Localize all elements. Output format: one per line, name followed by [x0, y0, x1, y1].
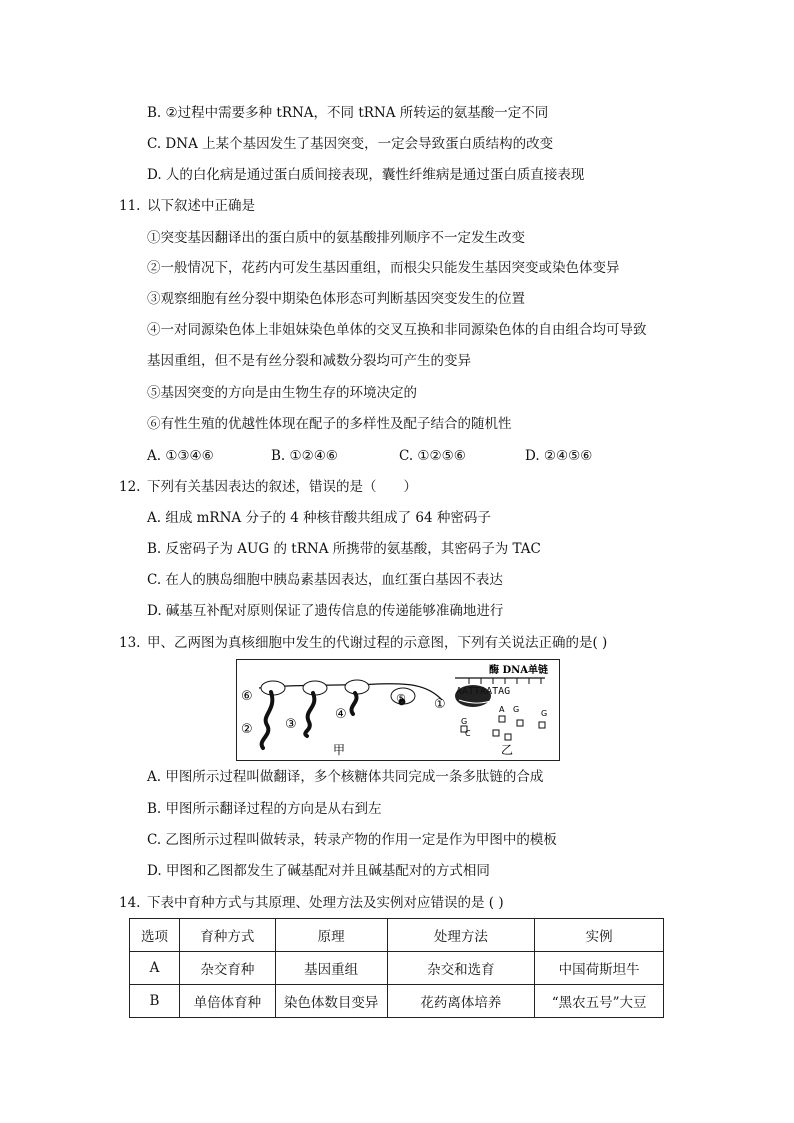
q13-option-c: C. 乙图所示过程叫做转录，转录产物的作用一定是作为甲图中的模板 [147, 832, 557, 848]
nucleotide-letter: G [513, 705, 520, 714]
label-yi: 乙 [501, 743, 514, 757]
table-cell: 染色体数目变异 [275, 985, 387, 1018]
q11-options [147, 446, 687, 466]
q10-option-c: C. DNA 上某个基因发生了基因突变，一定会导致蛋白质结构的改变 [147, 136, 554, 152]
q12-option-c: C. 在人的胰岛细胞中胰岛素基因表达，血红蛋白基因不表达 [147, 572, 503, 588]
q11-number: 11. [119, 198, 141, 214]
header-cell: 原理 [275, 919, 387, 952]
table-cell: “黑农五号”大豆 [535, 985, 664, 1018]
nucleotide-icon [539, 722, 545, 728]
q12-option-a: A. 组成 mRNA 分子的 4 种核苷酸共组成了 64 种密码子 [147, 510, 491, 526]
table-row [130, 985, 664, 1018]
breeding-table [129, 918, 664, 1018]
q11-item: ⑤基因突变的方向是由生物生存的环境决定的 [147, 385, 417, 401]
q11-option-d: D. ②④⑤⑥ [525, 448, 593, 464]
label-3: ③ [285, 717, 297, 732]
label-4: ④ [335, 707, 347, 722]
label-jia: 甲 [333, 743, 346, 757]
q12-option-d: D. 碱基互补配对原则保证了遗传信息的传递能够准确地进行 [147, 603, 504, 619]
base-sequence: AATTAATAG [456, 686, 511, 697]
q11-option-c: C. ①②⑤⑥ [399, 448, 466, 464]
translation-transcription-figure [236, 659, 560, 761]
q11-item: ②一般情况下，花药内可发生基因重组，而根尖只能发生基因突变或染色体变异 [147, 260, 620, 276]
label-5: ⑤ [396, 692, 406, 705]
polypeptide-chain [262, 692, 273, 748]
q14-stem: 下表中育种方式与其原理、处理方法及实例对应错误的是 ( ) [147, 895, 504, 911]
header-cell: 处理方法 [387, 919, 535, 952]
header-cell: 选项 [130, 919, 180, 952]
header-cell: 育种方式 [179, 919, 275, 952]
polypeptide-chain [351, 693, 356, 714]
q10-option-b: B. ②过程中需要多种 tRNA，不同 tRNA 所转运的氨基酸一定不同 [147, 105, 549, 121]
ribosome [345, 680, 369, 694]
q13-option-b: B. 甲图所示翻译过程的方向是从右到左 [147, 801, 382, 817]
table-row [130, 952, 664, 985]
header-cell: 实例 [535, 919, 664, 952]
q14-number: 14. [119, 895, 141, 911]
label-2: ② [241, 722, 253, 737]
table-cell: 单倍体育种 [179, 985, 275, 1018]
table-cell: 中国荷斯坦牛 [535, 952, 664, 985]
q11-item: ③观察细胞有丝分裂中期染色体形态可判断基因突变发生的位置 [147, 291, 525, 307]
q11-item: ①突变基因翻译出的蛋白质中的氨基酸排列顺序不一定发生改变 [147, 230, 525, 246]
q13-stem: 甲、乙两图为真核细胞中发生的代谢过程的示意图，下列有关说法正确的是( ) [147, 635, 608, 651]
nucleotide-icon [493, 730, 499, 736]
nucleotide-letter: A [499, 705, 505, 714]
q12-option-b: B. 反密码子为 AUG 的 tRNA 所携带的氨基酸，其密码子为 TAC [147, 541, 541, 557]
nucleotide-icon [499, 716, 505, 722]
label-1: ① [434, 697, 446, 712]
table-cell: 花药离体培养 [387, 985, 535, 1018]
q12-number: 12. [119, 479, 141, 495]
table-cell: A [130, 952, 180, 985]
enzyme-dna-label: 酶 DNA单链 [489, 665, 549, 676]
q10-option-d: D. 人的白化病是通过蛋白质间接表现，囊性纤维病是通过蛋白质直接表现 [147, 167, 585, 183]
label-6: ⑥ [241, 689, 253, 704]
figure-svg [237, 660, 559, 760]
q11-item: ⑥有性生殖的优越性体现在配子的多样性及配子结合的随机性 [147, 416, 512, 432]
q11-option-a: A. ①③④⑥ [147, 448, 214, 464]
nucleotide-icon [517, 720, 523, 726]
nucleotide-letter: G [461, 717, 468, 726]
table-cell: 杂交育种 [179, 952, 275, 985]
polypeptide-chain [305, 693, 314, 736]
table-cell: 基因重组 [275, 952, 387, 985]
q13-option-a: A. 甲图所示过程叫做翻译，多个核糖体共同完成一条多肽链的合成 [147, 769, 544, 785]
q13-option-d: D. 甲图和乙图都发生了碱基配对并且碱基配对的方式相同 [147, 863, 490, 879]
nucleotide-letter: C [465, 729, 471, 738]
q11-stem: 以下叙述中正确是 [147, 198, 255, 214]
table-cell: B [130, 985, 180, 1018]
q12-stem: 下列有关基因表达的叙述，错误的是（ ） [147, 479, 417, 495]
table-header-row [130, 919, 664, 952]
nucleotide-letter: G [541, 709, 548, 718]
q11-option-b: B. ①②④⑥ [271, 448, 338, 464]
q11-item: ④一对同源染色体上非姐妹染色单体的交叉互换和非同源染色体的自由组合均可导致 [147, 322, 647, 338]
q11-item: 基因重组，但不是有丝分裂和减数分裂均可产生的变异 [147, 353, 471, 369]
nucleotide-icon [505, 734, 511, 740]
q13-number: 13. [119, 635, 141, 651]
table-cell: 杂交和选育 [387, 952, 535, 985]
free-nucleotides [461, 705, 547, 740]
